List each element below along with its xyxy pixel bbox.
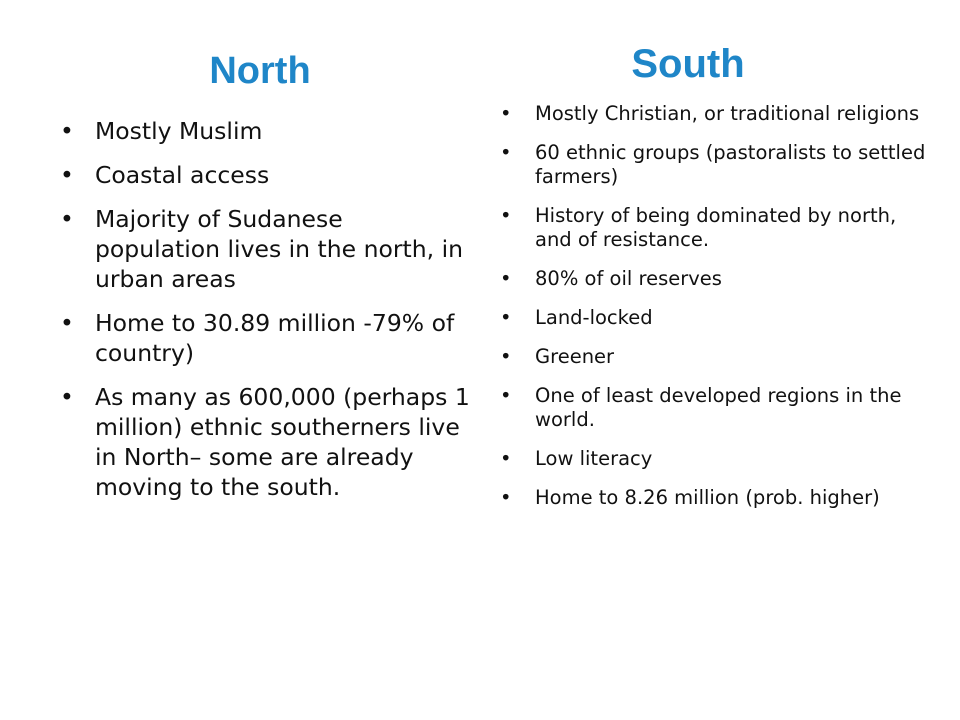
north-bullet-item: • Coastal access [60, 160, 470, 190]
north-bullet-item: • As many as 600,000 (perhaps 1 million) ethnic southerners live in North– some are already moving to the south. [60, 382, 470, 502]
south-bullet-item: • Land-locked [500, 306, 930, 330]
south-heading: South [631, 42, 745, 86]
south-bullet-item: • Mostly Christian, or traditional religions [500, 102, 930, 126]
north-heading: North [209, 50, 311, 92]
north-bullet-item: • Home to 30.89 million -79% of country) [60, 308, 470, 368]
north-bullet-item: • Majority of Sudanese population lives in the north, in urban areas [60, 204, 470, 294]
south-bullet-item: • 60 ethnic groups (pastoralists to settled farmers) [500, 141, 930, 189]
south-bullet-item: • Home to 8.26 million (prob. higher) [500, 486, 930, 510]
south-bullet-item: • One of least developed regions in the world. [500, 384, 930, 432]
south-bullet-list [500, 102, 930, 525]
south-bullet-item: • Greener [500, 345, 930, 369]
south-bullet-item: • 80% of oil reserves [500, 267, 930, 291]
north-bullet-list [60, 116, 470, 516]
north-bullet-item: • Mostly Muslim [60, 116, 470, 146]
south-bullet-item: • History of being dominated by north, and of resistance. [500, 204, 930, 252]
south-bullet-item: • Low literacy [500, 447, 930, 471]
